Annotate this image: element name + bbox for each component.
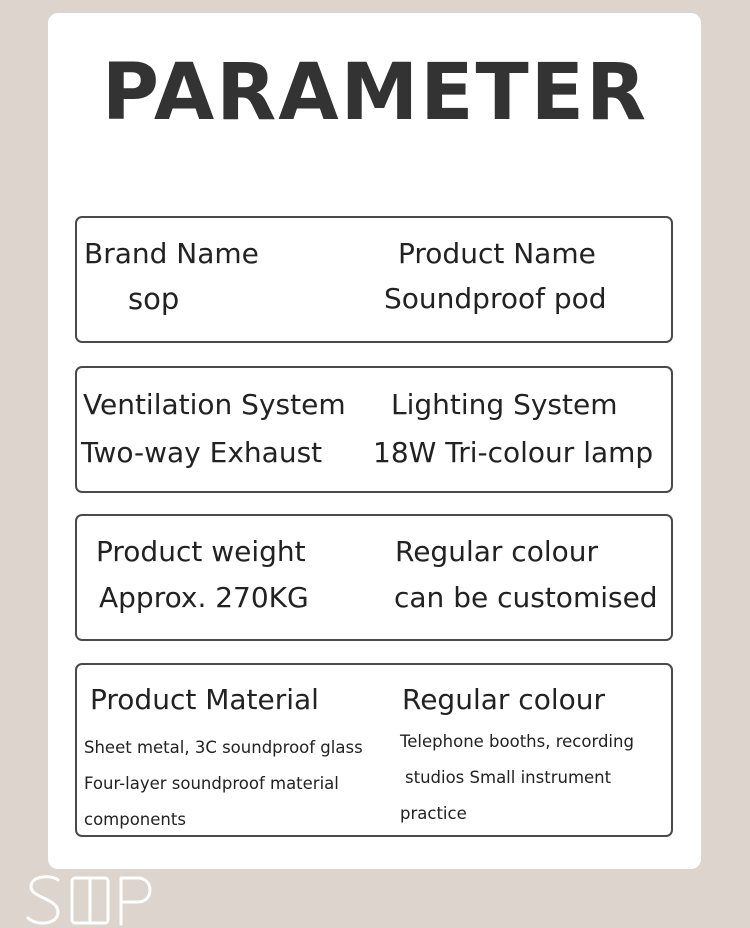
usage-line-3: practice (400, 804, 467, 823)
lighting-system-value: 18W Tri-colour lamp (373, 436, 654, 469)
product-material-line-1: Sheet metal, 3C soundproof glass (84, 738, 363, 757)
product-weight-label: Product weight (96, 535, 306, 568)
usage-label: Regular colour (402, 683, 605, 716)
product-name-label: Product Name (398, 237, 596, 270)
brand-name-value: sop (128, 282, 180, 316)
regular-colour-label: Regular colour (395, 535, 598, 568)
param-box-brand-product (75, 216, 673, 343)
usage-line-2: studios Small instrument (405, 768, 612, 787)
ventilation-system-value: Two-way Exhaust (81, 436, 323, 469)
usage-line-1: Telephone booths, recording (400, 732, 634, 751)
regular-colour-value: can be customised (394, 581, 658, 614)
product-material-label: Product Material (90, 683, 319, 716)
ventilation-system-label: Ventilation System (83, 388, 346, 421)
brand-name-label: Brand Name (84, 237, 259, 270)
product-name-value: Soundproof pod (384, 282, 607, 315)
product-weight-value: Approx. 270KG (99, 581, 309, 614)
product-material-line-2: Four-layer soundproof material (84, 774, 339, 793)
sop-watermark-logo (24, 872, 158, 928)
param-box-ventilation-lighting (75, 366, 673, 493)
product-material-line-3: components (84, 810, 186, 829)
page-title: PARAMETER (101, 48, 649, 138)
lighting-system-label: Lighting System (391, 388, 618, 421)
param-box-weight-colour (75, 514, 673, 641)
